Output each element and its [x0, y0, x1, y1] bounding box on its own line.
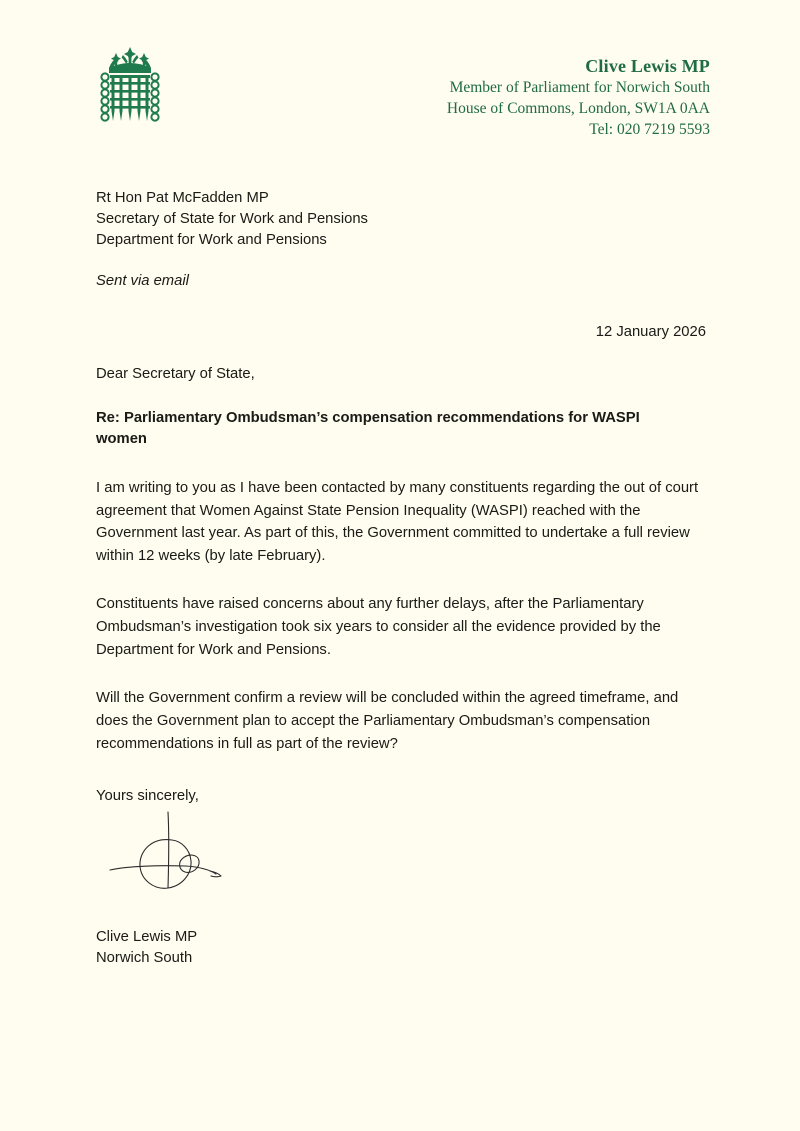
signoff-name: Clive Lewis MP [96, 929, 198, 946]
letter-date: 12 January 2026 [595, 324, 706, 340]
signoff-block [96, 927, 706, 969]
letter-content [96, 188, 706, 969]
mp-address: House of Commons, London, SW1A 0AA [446, 99, 710, 117]
letterhead-contact-block [447, 46, 710, 140]
addressee-name: Rt Hon Pat McFadden MP [96, 190, 269, 206]
addressee-title: Secretary of State for Work and Pensions [96, 211, 368, 227]
mp-name: Clive Lewis MP [585, 56, 710, 76]
addressee-block [96, 188, 706, 251]
body-paragraph-1: I am writing to you as I have been contacted by many constituents regarding the out of court agreement that Women Against State Pension Inequality (WASPI) reached with the Government last year. As part of this, the Government committed to undertake a full review within 12 weeks (by late February). [96, 479, 699, 564]
body-paragraph-3: Will the Government confirm a review will be concluded within the agreed timeframe, and does the Government plan to accept the Parliamentary Ombudsman’s compensation recommendations in full as part of the review? [96, 690, 679, 752]
delivery-note: Sent via email [96, 273, 189, 289]
mp-role: Member of Parliament for Norwich South [449, 79, 710, 97]
closing-salutation: Yours sincerely, [96, 788, 199, 805]
body-paragraph-2: Constituents have raised concerns about any further delays, after the Parliamentary Ombudsman’s investigation took six years to consider all the evidence provided by the Department for Work and Pensions. [96, 596, 661, 658]
crowned-portcullis-icon [96, 46, 164, 132]
signoff-constituency: Norwich South [96, 950, 193, 967]
handwritten-signature [108, 901, 298, 918]
mp-telephone: Tel: 020 7219 5593 [589, 120, 710, 138]
subject-line: Re: Parliamentary Ombudsman’s compensation recommendations for WASPI women [96, 410, 640, 448]
letterhead [96, 46, 710, 146]
addressee-department: Department for Work and Pensions [96, 232, 327, 248]
salutation: Dear Secretary of State, [96, 366, 255, 382]
